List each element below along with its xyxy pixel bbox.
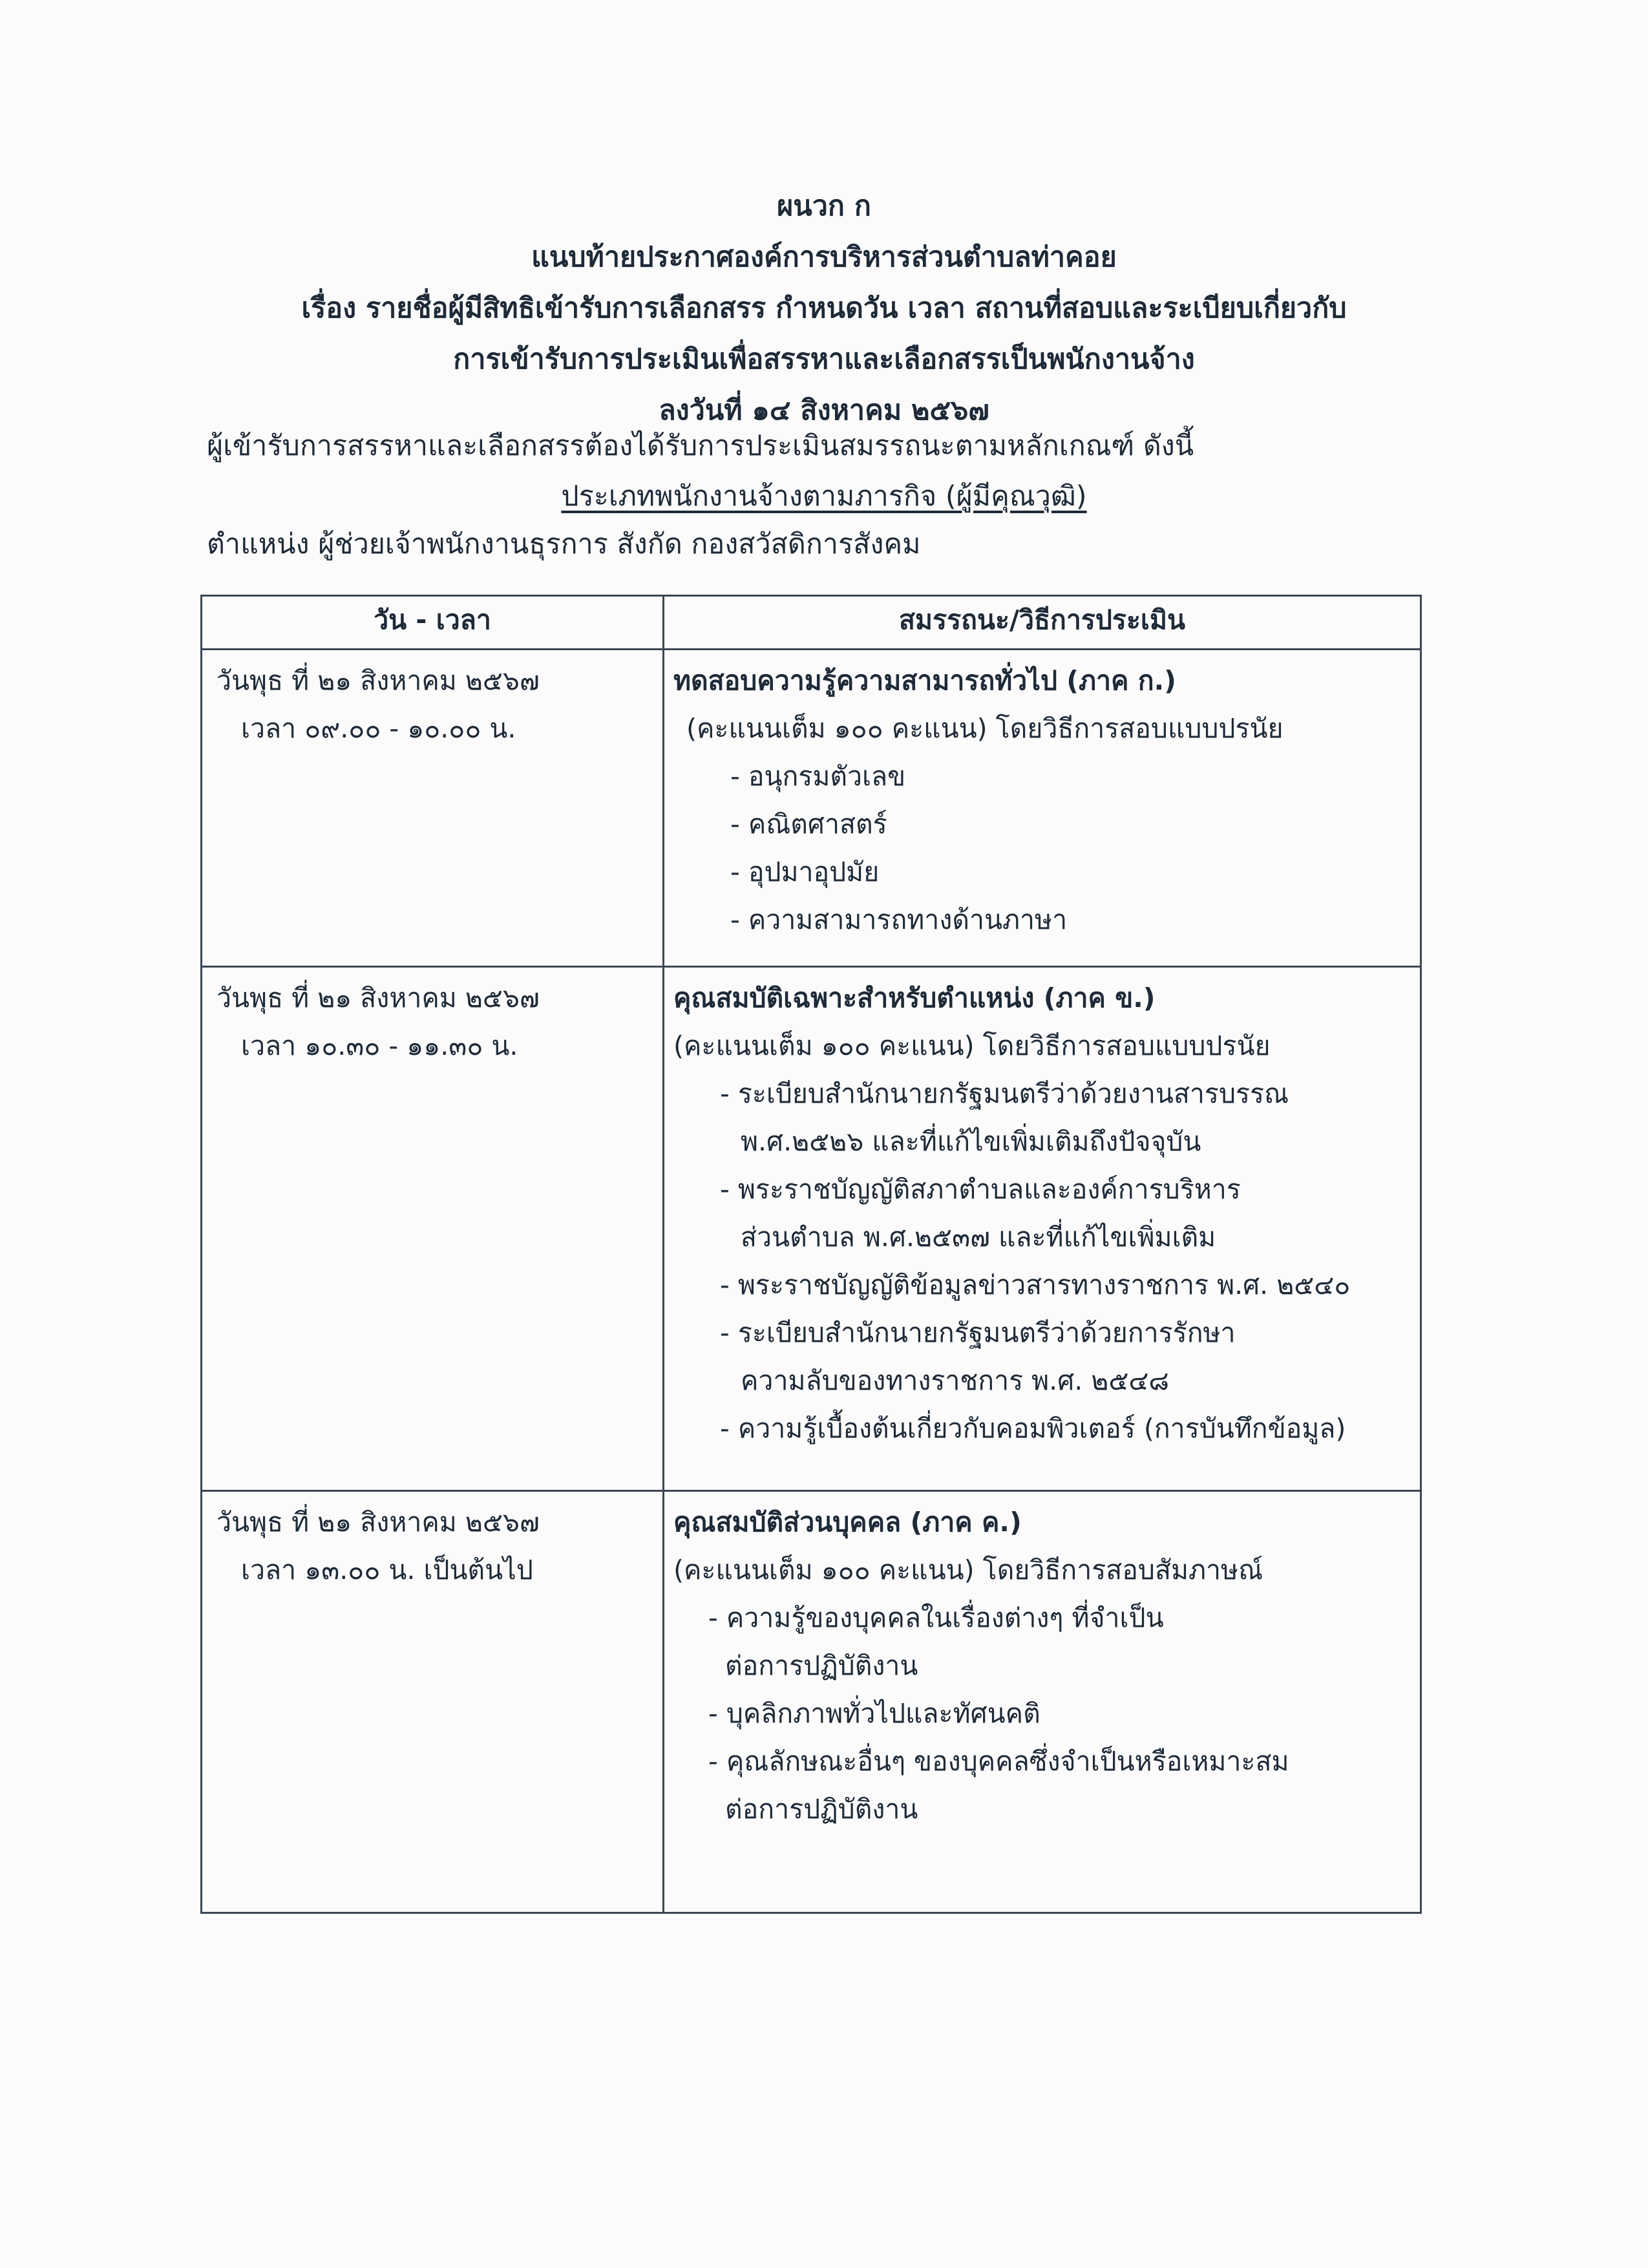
column-header-datetime: วัน - เวลา (202, 596, 664, 650)
exam-day: วันพุธ ที่ ๒๑ สิงหาคม ๒๕๖๗ (217, 982, 540, 1013)
list-item: - ระเบียบสำนักนายกรัฐมนตรีว่าด้วยงานสารบรรณ (720, 1078, 1289, 1109)
attachment-line: แนบท้ายประกาศองค์การบริหารส่วนตำบลท่าคอย (531, 241, 1117, 273)
list-item: - บุคลิกภาพทั่วไปและทัศนคติ (708, 1698, 1041, 1729)
table-header-row (202, 596, 1421, 650)
exam-time: เวลา ๑๓.๐๐ น. เป็นต้นไป (241, 1554, 533, 1585)
table-row (202, 967, 1421, 1491)
subject-line-1: เรื่อง รายชื่อผู้มีสิทธิเข้ารับการเลือกสรร กำหนดวัน เวลา สถานที่สอบและระเบียบเกี่ยวกับ (301, 292, 1347, 324)
list-item-continuation: ต่อการปฏิบัติงาน (725, 1794, 918, 1825)
table-row (202, 1491, 1421, 1913)
position-line: ตำแหน่ง ผู้ช่วยเจ้าพนักงานธุรการ สังกัด กองสวัสดิการสังคม (207, 528, 921, 560)
list-item: - ความรู้ของบุคคลในเรื่องต่างๆ ที่จำเป็น (708, 1602, 1164, 1633)
list-item-continuation: พ.ศ.๒๕๒๖ และที่แก้ไขเพิ่มเติมถึงปัจจุบัน (741, 1126, 1201, 1157)
assessment-cell (664, 967, 1421, 1491)
assessment-cell (664, 1491, 1421, 1913)
list-item-continuation: ส่วนตำบล พ.ศ.๒๕๓๗ และที่แก้ไขเพิ่มเติม (741, 1222, 1216, 1253)
assessment-title: คุณสมบัติเฉพาะสำหรับตำแหน่ง (ภาค ข.) (673, 982, 1156, 1013)
assessment-score: (คะแนนเต็ม ๑๐๐ คะแนน) โดยวิธีการสอบสัมภาษณ์ (673, 1554, 1263, 1585)
list-item: - คุณลักษณะอื่นๆ ของบุคคลซึ่งจำเป็นหรือเหมาะสม (708, 1746, 1289, 1777)
list-item: - ความรู้เบื้องต้นเกี่ยวกับคอมพิวเตอร์ (การบันทึกข้อมูล) (720, 1413, 1346, 1444)
exam-time: เวลา ๐๙.๐๐ - ๑๐.๐๐ น. (241, 713, 516, 744)
datetime-cell (202, 650, 664, 967)
assessment-cell (664, 650, 1421, 967)
column-header-assessment: สมรรถนะ/วิธีการประเมิน (664, 596, 1421, 650)
employee-category (0, 477, 1648, 516)
intro-text: ผู้เข้ารับการสรรหาและเลือกสรรต้องได้รับการประเมินสมรรถนะตามหลักเกณฑ์ ดังนี้ (207, 430, 1194, 462)
list-item-continuation: ต่อการปฏิบัติงาน (725, 1650, 918, 1681)
table-row (202, 650, 1421, 967)
appendix-label: ผนวก ก (777, 190, 871, 222)
list-item: - พระราชบัญญัติข้อมูลข่าวสารทางราชการ พ.ศ. ๒๕๔๐ (720, 1269, 1351, 1300)
datetime-cell (202, 967, 664, 1491)
list-item-continuation: ความลับของทางราชการ พ.ศ. ๒๕๔๘ (741, 1365, 1170, 1396)
list-item: - อนุกรมตัวเลข (730, 761, 906, 792)
list-item: - พระราชบัญญัติสภาตำบลและองค์การบริหาร (720, 1174, 1241, 1205)
list-item: - ระเบียบสำนักนายกรัฐมนตรีว่าด้วยการรักษา (720, 1317, 1236, 1348)
announcement-date: ลงวันที่ ๑๔ สิงหาคม ๒๕๖๗ (659, 394, 989, 427)
assessment-score: (คะแนนเต็ม ๑๐๐ คะแนน) โดยวิธีการสอบแบบปรนัย (673, 1030, 1271, 1061)
exam-time: เวลา ๑๐.๓๐ - ๑๑.๓๐ น. (241, 1030, 518, 1061)
assessment-title: ทดสอบความรู้ความสามารถทั่วไป (ภาค ก.) (673, 665, 1176, 696)
list-item: - อุปมาอุปมัย (730, 856, 880, 887)
employee-category-text: ประเภทพนักงานจ้างตามภารกิจ (ผู้มีคุณวุฒิ) (561, 480, 1087, 513)
subject-line-2: การเข้ารับการประเมินเพื่อสรรหาและเลือกสรรเป็นพนักงานจ้าง (453, 343, 1195, 376)
assessment-score: (คะแนนเต็ม ๑๐๐ คะแนน) โดยวิธีการสอบแบบปรนัย (686, 713, 1284, 744)
assessment-title: คุณสมบัติส่วนบุคคล (ภาค ค.) (673, 1507, 1022, 1538)
exam-day: วันพุธ ที่ ๒๑ สิงหาคม ๒๕๖๗ (217, 665, 540, 696)
list-item: - ความสามารถทางด้านภาษา (730, 904, 1068, 935)
exam-day: วันพุธ ที่ ๒๑ สิงหาคม ๒๕๖๗ (217, 1507, 540, 1538)
assessment-schedule-table (200, 595, 1422, 1914)
datetime-cell (202, 1491, 664, 1913)
document-header (0, 181, 1648, 436)
list-item: - คณิตศาสตร์ (730, 809, 887, 840)
